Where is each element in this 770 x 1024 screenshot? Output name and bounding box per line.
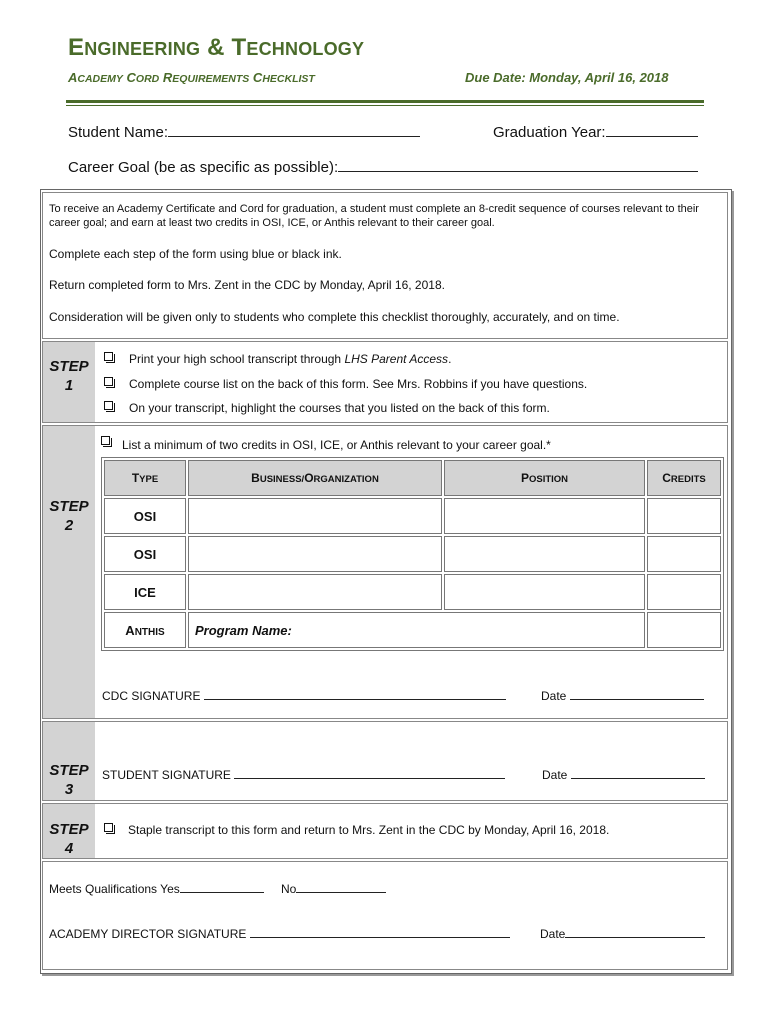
step-1-item-1: Print your high school transcript through LHS Parent Access.	[129, 352, 452, 366]
step-1-item-2: Complete course list on the back of this form. See Mrs. Robbins if you have questions.	[129, 377, 588, 391]
page-title: ENGINEERING & TECHNOLOGY	[68, 34, 365, 61]
position-cell[interactable]	[444, 574, 645, 610]
instructions-text-2: Complete each step of the form using blue or black ink.	[49, 247, 342, 261]
step-3-label: STEP 3	[49, 762, 89, 798]
step-2-item-1: List a minimum of two credits in OSI, ICE, or Anthis relevant to your career goal.*	[122, 438, 551, 452]
instructions-box	[42, 192, 728, 339]
col-header-type: TYPE	[104, 460, 186, 496]
meets-qualifications-no[interactable]: No	[281, 881, 386, 896]
step-2-label-column	[43, 426, 95, 718]
student-date-field[interactable]: Date	[542, 767, 705, 782]
instructions-text-4: Consideration will be given only to students who complete this checklist thoroughly, accurately, and on time.	[49, 310, 620, 324]
position-cell[interactable]	[444, 498, 645, 534]
step-2-label: STEP 2	[49, 498, 89, 534]
graduation-year-field[interactable]: Graduation Year:	[493, 121, 698, 141]
program-name-cell[interactable]: Program Name:	[188, 612, 645, 648]
student-name-field[interactable]: Student Name:	[68, 121, 420, 141]
credits-table	[101, 457, 724, 651]
type-cell: OSI	[104, 498, 186, 534]
type-cell: OSI	[104, 536, 186, 572]
page-subtitle: ACADEMY CORD REQUIREMENTS CHECKLIST	[68, 70, 315, 85]
instructions-text-3: Return completed form to Mrs. Zent in the CDC by Monday, April 16, 2018.	[49, 278, 445, 292]
table-row	[104, 574, 721, 610]
type-cell-anthis: ANTHIS	[104, 612, 186, 648]
credits-cell[interactable]	[647, 574, 721, 610]
cdc-signature-field[interactable]: CDC SIGNATURE	[102, 688, 506, 703]
organization-cell[interactable]	[188, 536, 442, 572]
student-signature-field[interactable]: STUDENT SIGNATURE	[102, 767, 505, 782]
step-2-checkbox-1[interactable]	[101, 436, 110, 445]
credits-cell[interactable]	[647, 536, 721, 572]
header-rule-thin	[66, 105, 704, 106]
step-1-checkbox-2[interactable]	[104, 377, 113, 386]
credits-cell[interactable]	[647, 498, 721, 534]
table-row	[104, 536, 721, 572]
step-4-label: STEP 4	[49, 821, 89, 857]
cdc-date-field[interactable]: Date	[541, 688, 704, 703]
due-date: Due Date: Monday, April 16, 2018	[465, 70, 669, 85]
type-cell: ICE	[104, 574, 186, 610]
table-row	[104, 612, 721, 648]
step-1-item-3: On your transcript, highlight the courses that you listed on the back of this form.	[129, 401, 550, 415]
header-rule	[66, 100, 704, 103]
table-row	[104, 498, 721, 534]
position-cell[interactable]	[444, 536, 645, 572]
credits-cell[interactable]	[647, 612, 721, 648]
step-1-checkbox-3[interactable]	[104, 401, 113, 410]
step-3-section	[42, 721, 728, 801]
col-header-position: POSITION	[444, 460, 645, 496]
director-signature-field[interactable]: ACADEMY DIRECTOR SIGNATURE	[49, 926, 510, 941]
instructions-text-1: To receive an Academy Certificate and Cord for graduation, a student must complete an 8-credit sequence of courses relevant to their career goal; and earn at least two credits in OSI, ICE, or Anthis relevant to their career goal.	[49, 203, 699, 229]
step-4-item-1: Staple transcript to this form and return to Mrs. Zent in the CDC by Monday, April 16, 2018.	[128, 823, 610, 837]
meets-qualifications-yes[interactable]: Meets Qualifications Yes	[49, 881, 264, 896]
col-header-credits: CREDITS	[647, 460, 721, 496]
step-1-label: STEP 1	[49, 358, 89, 394]
col-header-organization: BUSINESS/ORGANIZATION	[188, 460, 442, 496]
organization-cell[interactable]	[188, 574, 442, 610]
career-goal-field[interactable]: Career Goal (be as specific as possible):	[68, 156, 698, 176]
organization-cell[interactable]	[188, 498, 442, 534]
director-date-field[interactable]: Date	[540, 926, 705, 941]
step-4-checkbox-1[interactable]	[104, 823, 113, 832]
director-section	[42, 861, 728, 970]
step-1-checkbox-1[interactable]	[104, 352, 113, 361]
